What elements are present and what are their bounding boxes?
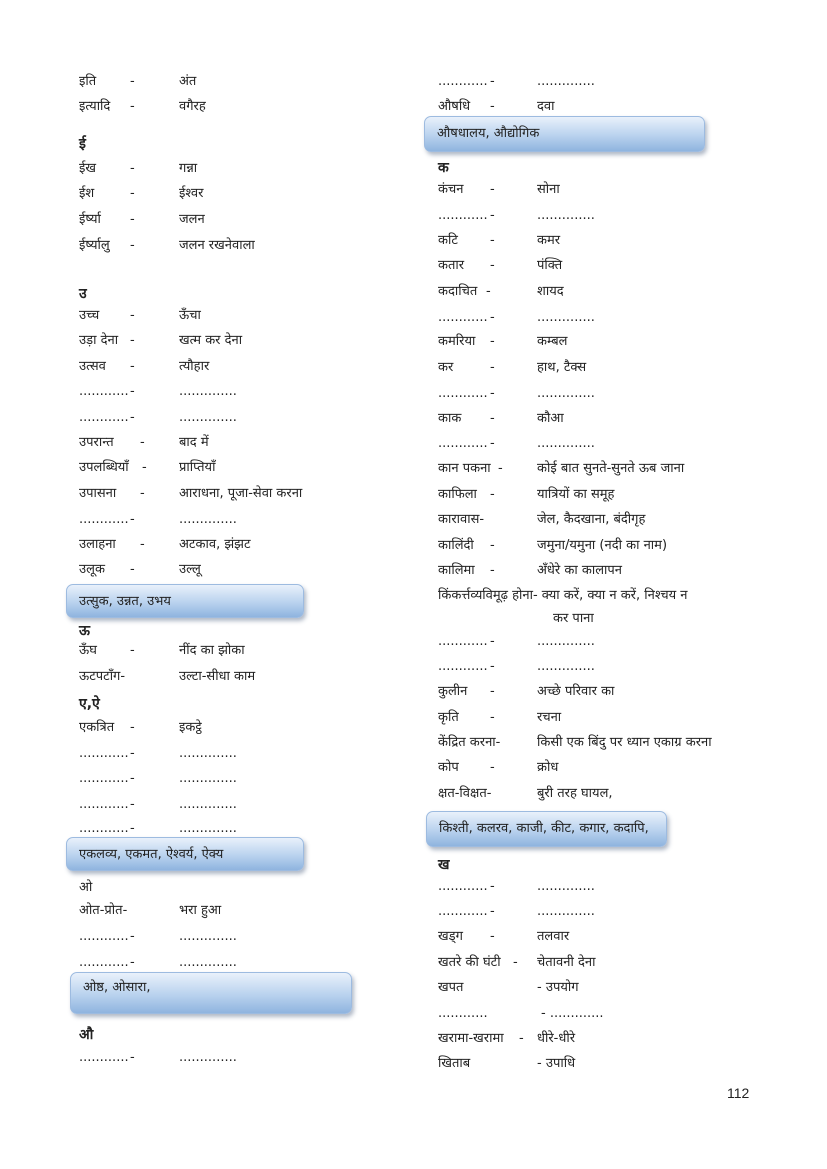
entry-term: कर <box>438 360 454 375</box>
entry-sep: - <box>130 797 135 812</box>
entry-meaning: - उपयोग <box>537 980 579 995</box>
entry-meaning: इकट्ठे <box>179 720 202 735</box>
entry-sep: - <box>513 955 518 970</box>
entry-sep: - <box>490 74 495 89</box>
entry-term: ईर्ष्या <box>79 212 101 227</box>
page-number: 112 <box>727 1085 750 1101</box>
entry-term: कटि <box>438 233 458 248</box>
entry-term: ............ <box>438 386 488 401</box>
entry-sep: - <box>130 1050 135 1065</box>
entry-term: खरामा-खरामा <box>438 1031 504 1046</box>
entry-sep: - <box>490 684 495 699</box>
entry-meaning: बाद में <box>179 435 209 450</box>
entry-term: ............ <box>79 512 129 527</box>
entry-meaning: धीरे-धीरे <box>537 1031 576 1046</box>
entry-sep: - <box>490 487 495 502</box>
entry-meaning: दवा <box>537 99 555 114</box>
entry-meaning: .............. <box>179 797 237 812</box>
entry-meaning: नींद का झोका <box>179 643 245 658</box>
entry-sep: - <box>490 258 495 273</box>
entry-term: ............ <box>79 410 129 425</box>
entry-term: खिताब <box>438 1056 471 1071</box>
entry-sep: - <box>490 904 495 919</box>
entry-sep: - <box>490 879 495 894</box>
section-heading: ई <box>79 136 86 152</box>
entry-term: ............ <box>438 208 488 223</box>
entry-sep: - <box>130 643 135 658</box>
entry-term: इति <box>79 74 97 89</box>
entry-term: कतार <box>438 258 465 273</box>
entry-sep: - <box>140 435 145 450</box>
entry-term: ईख <box>79 161 97 176</box>
entry-term: ............ <box>438 659 488 674</box>
entry-meaning: रचना <box>537 710 562 725</box>
entry-meaning: कम्बल <box>537 334 568 349</box>
highlight-box: औषधालय, औद्योगिक <box>424 116 705 152</box>
entry-meaning: - ............. <box>541 1006 604 1021</box>
entry-sep: - <box>519 1031 524 1046</box>
entry-meaning: .............. <box>537 659 595 674</box>
entry-sep: - <box>490 182 495 197</box>
entry-term: ऊँघ <box>79 643 97 658</box>
entry-sep: - <box>490 411 495 426</box>
entry-term: ............ <box>438 436 488 451</box>
entry-sep: - <box>130 384 135 399</box>
entry-term: उपासना <box>79 486 117 501</box>
entry-meaning: गन्ना <box>179 161 198 176</box>
entry-sep: - <box>130 771 135 786</box>
entry-sep: - <box>490 233 495 248</box>
entry-meaning: .............. <box>537 436 595 451</box>
entry-term: ............ <box>79 797 129 812</box>
entry-sep: - <box>490 634 495 649</box>
entry-meaning: .............. <box>179 955 237 970</box>
entry-sep: - <box>490 360 495 375</box>
entry-term: कृति <box>438 710 459 725</box>
entry-term: कालिमा <box>438 563 475 578</box>
entry-term: ............ <box>438 310 488 325</box>
entry-term: एकत्रित <box>79 720 115 735</box>
entry-term: कंचन <box>438 182 464 197</box>
section-heading: ख <box>438 857 450 873</box>
entry-meaning: उल्टा-सीधा काम <box>179 669 256 684</box>
entry-term: काफिला <box>438 487 477 502</box>
entry-meaning: .............. <box>537 386 595 401</box>
entry-sep: - <box>130 333 135 348</box>
entry-term: कमरिया <box>438 334 476 349</box>
entry-sep: - <box>490 929 495 944</box>
entry-sep: - <box>130 161 135 176</box>
entry-term: ............ <box>438 879 488 894</box>
entry-sep: - <box>490 386 495 401</box>
entry-meaning: चेतावनी देना <box>537 955 596 970</box>
entry-meaning: .............. <box>537 634 595 649</box>
entry-sep: - <box>130 955 135 970</box>
entry-meaning: .............. <box>537 208 595 223</box>
entry-meaning: शायद <box>537 284 564 299</box>
entry-meaning: - उपाधि <box>537 1056 576 1071</box>
entry-meaning: तलवार <box>537 929 570 944</box>
entry-term: कारावास- <box>438 512 485 527</box>
entry-sep: - <box>486 284 491 299</box>
entry-meaning: .............. <box>179 746 237 761</box>
section-heading: ऊ <box>79 623 90 639</box>
entry-meaning: .............. <box>537 879 595 894</box>
entry-sep: - <box>498 461 503 476</box>
entry-term: ............ <box>79 821 129 836</box>
entry-term: ............ <box>79 746 129 761</box>
entry-sep: - <box>490 659 495 674</box>
entry-sep: - <box>130 746 135 761</box>
entry-term: ............ <box>79 1050 129 1065</box>
entry-meaning: खत्म कर देना <box>179 333 243 348</box>
section-heading: क <box>438 160 449 176</box>
entry-term: खपत <box>438 980 464 995</box>
entry-meaning: जेल, कैदखाना, बंदीगृह <box>537 512 646 527</box>
entry-term: कालिंदी <box>438 538 474 553</box>
section-heading: उ <box>79 286 87 302</box>
entry-meaning: उल्लू <box>179 562 201 577</box>
entry-meaning: जमुना/यमुना (नदी का नाम) <box>537 538 668 553</box>
entry-meaning: ईश्वर <box>179 186 204 201</box>
entry-meaning: भरा हुआ <box>179 903 222 918</box>
entry-term: कान पकना <box>438 461 491 476</box>
entry-sep: - <box>130 821 135 836</box>
entry-sep: - <box>130 720 135 735</box>
entry-meaning: ऊँचा <box>179 308 201 323</box>
entry-term: ............ <box>438 634 488 649</box>
entry-meaning: .............. <box>179 410 237 425</box>
entry-meaning: .............. <box>537 74 595 89</box>
entry-meaning: प्राप्तियाँ <box>179 460 216 475</box>
entry-sep: - <box>490 563 495 578</box>
entry-term: खड्ग <box>438 929 463 944</box>
section-heading: ओ <box>79 880 93 895</box>
entry-meaning: अच्छे परिवार का <box>537 684 615 699</box>
entry-term: कदाचित <box>438 284 478 299</box>
entry-sep: - <box>130 186 135 201</box>
entry-sep: - <box>490 208 495 223</box>
entry-sep: - <box>140 486 145 501</box>
entry-term: ............ <box>79 955 129 970</box>
section-heading: ए,ऐ <box>79 696 100 712</box>
entry-term: उपलब्धियाँ <box>79 460 129 475</box>
entry-sep: - <box>490 310 495 325</box>
entry-sep: - <box>490 710 495 725</box>
entry-term: औषधि <box>438 99 471 114</box>
entry-term: क्षत-विक्षत- <box>438 786 492 801</box>
entry-meaning: किसी एक बिंदु पर ध्यान एकाग्र करना <box>537 735 712 750</box>
entry-meaning: अटकाव, झंझट <box>179 537 251 552</box>
entry-sep: - <box>490 538 495 553</box>
entry-term: काक <box>438 411 462 426</box>
entry-meaning: कोई बात सुनते-सुनते ऊब जाना <box>537 461 685 476</box>
entry-term: ............ <box>438 1006 488 1021</box>
entry-meaning: वगैरह <box>179 99 206 114</box>
entry-term: उलाहना <box>79 537 116 552</box>
entry-meaning: .............. <box>179 384 237 399</box>
wide-entry: किंकर्त्तव्यविमूढ़ होना- क्या करें, क्या न करें, निश्चय न <box>438 588 688 603</box>
entry-meaning: .............. <box>537 310 595 325</box>
entry-sep: - <box>490 99 495 114</box>
entry-sep: - <box>130 359 135 374</box>
entry-term: ............ <box>438 904 488 919</box>
entry-meaning: यात्रियों का समूह <box>537 487 615 502</box>
entry-meaning: क्रोध <box>537 760 559 775</box>
entry-sep: - <box>130 238 135 253</box>
highlight-box: ओष्ठ, ओसारा, <box>70 972 352 1014</box>
entry-sep: - <box>490 436 495 451</box>
entry-meaning: जलन रखनेवाला <box>179 238 255 253</box>
entry-meaning: पंक्ति <box>537 258 563 273</box>
entry-sep: - <box>142 460 147 475</box>
entry-meaning: .............. <box>179 821 237 836</box>
entry-sep: - <box>130 99 135 114</box>
entry-term: उलूक <box>79 562 105 577</box>
entry-sep: - <box>130 410 135 425</box>
entry-term: ईश <box>79 186 95 201</box>
entry-term: खतरे की घंटी <box>438 955 501 970</box>
entry-meaning: त्यौहार <box>179 359 210 374</box>
entry-meaning: .............. <box>179 512 237 527</box>
entry-term: उत्सव <box>79 359 106 374</box>
highlight-box: उत्सुक, उन्नत, उभय <box>66 584 304 618</box>
entry-term: ............ <box>438 74 488 89</box>
entry-term: ऊटपटाँग- <box>79 669 126 684</box>
highlight-box: एकलव्य, एकमत, ऐश्वर्य, ऐक्य <box>66 837 304 871</box>
entry-meaning: अंत <box>179 74 197 89</box>
entry-term: कोप <box>438 760 459 775</box>
entry-sep: - <box>130 212 135 227</box>
section-heading: औ <box>79 1027 94 1043</box>
entry-sep: - <box>130 512 135 527</box>
entry-sep: - <box>130 308 135 323</box>
entry-meaning: .............. <box>179 771 237 786</box>
entry-term: ............ <box>79 929 129 944</box>
entry-term: कुलीन <box>438 684 468 699</box>
entry-meaning: आराधना, पूजा-सेवा करना <box>179 486 303 501</box>
wide-entry-continuation: कर पाना <box>553 611 594 626</box>
entry-meaning: अँधेरे का कालापन <box>537 563 622 578</box>
entry-meaning: कमर <box>537 233 561 248</box>
entry-meaning: हाथ, टैक्स <box>537 360 587 375</box>
highlight-box: किश्ती, कलरव, काजी, कीट, कगार, कदापि, <box>426 811 667 847</box>
entry-sep: - <box>140 537 145 552</box>
entry-sep: - <box>130 74 135 89</box>
entry-term: ............ <box>79 384 129 399</box>
entry-term: ईर्ष्यालु <box>79 238 110 253</box>
entry-sep: - <box>130 562 135 577</box>
entry-sep: - <box>130 929 135 944</box>
entry-term: केंद्रित करना- <box>438 735 501 750</box>
entry-meaning: सोना <box>537 182 560 197</box>
entry-meaning: .............. <box>179 1050 237 1065</box>
entry-meaning: बुरी तरह घायल, <box>537 786 613 801</box>
entry-meaning: कौआ <box>537 411 564 426</box>
entry-sep: - <box>490 760 495 775</box>
entry-meaning: .............. <box>537 904 595 919</box>
entry-term: इत्यादि <box>79 99 111 114</box>
entry-term: उड़ा देना <box>79 333 119 348</box>
entry-term: उच्च <box>79 308 100 323</box>
entry-term: ओत-प्रोत- <box>79 903 128 918</box>
entry-meaning: जलन <box>179 212 205 227</box>
entry-term: उपरान्त <box>79 435 114 450</box>
entry-meaning: .............. <box>179 929 237 944</box>
entry-sep: - <box>490 334 495 349</box>
entry-term: ............ <box>79 771 129 786</box>
